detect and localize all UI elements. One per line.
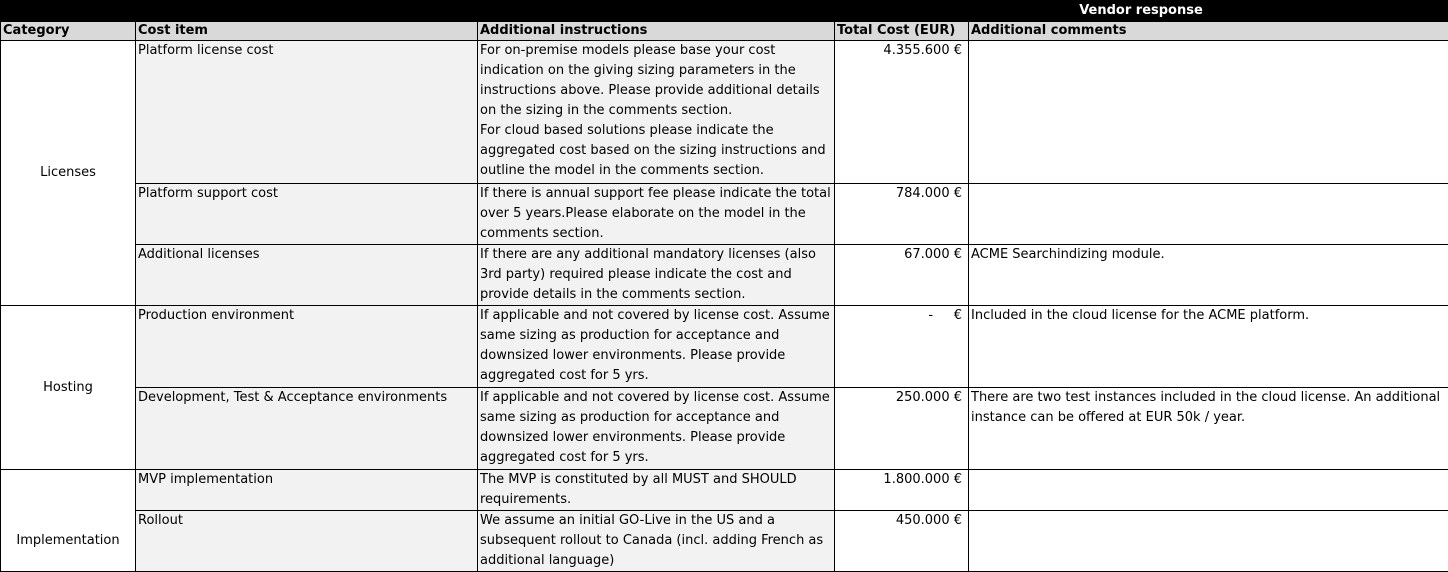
instructions-cell[interactable]: The MVP is constituted by all MUST and SHOULD requirements.: [478, 470, 835, 511]
header-category[interactable]: Category: [1, 22, 136, 41]
table-row: [1, 184, 1448, 245]
instructions-cell[interactable]: [478, 41, 835, 184]
instructions-text-2: For cloud based solutions please indicate the aggregated cost based on the sizing instructions and outline the model in the comments section.: [480, 121, 832, 181]
comment-cell[interactable]: [969, 41, 1448, 184]
instructions-text: For on-premise models please base your cost indication on the giving sizing parameters in the instructions above. Please provide additional details on the sizing in the comments section.: [480, 41, 832, 121]
total-cost-cell[interactable]: 67.000 €: [835, 245, 969, 306]
comment-cell[interactable]: There are two test instances included in the cloud license. An additional instance can be offered at EUR 50k / year.: [969, 388, 1448, 470]
table-row: [1, 511, 1448, 572]
comment-cell[interactable]: Included in the cloud license for the ACME platform.: [969, 306, 1448, 388]
header-comments[interactable]: Additional comments: [969, 22, 1448, 41]
total-cost-cell[interactable]: - €: [835, 306, 969, 388]
cost-item-cell[interactable]: Platform license cost: [136, 41, 478, 184]
instructions-cell[interactable]: If applicable and not covered by license cost. Assume same sizing as production for acceptance and downsized lower environments. Please provide aggregated cost for 5 yrs.: [478, 306, 835, 388]
category-licenses[interactable]: Licenses: [1, 41, 136, 306]
header-total-cost[interactable]: Total Cost (EUR): [835, 22, 969, 41]
table-row: [1, 41, 1448, 184]
table-row: [1, 470, 1448, 511]
cost-item-cell[interactable]: Rollout: [136, 511, 478, 572]
comment-cell[interactable]: [969, 511, 1448, 572]
header-instructions[interactable]: Additional instructions: [478, 22, 835, 41]
total-cost-cell[interactable]: 1.800.000 €: [835, 470, 969, 511]
cost-table: [0, 21, 1448, 572]
instructions-cell[interactable]: If applicable and not covered by license cost. Assume same sizing as production for acceptance and downsized lower environments. Please provide aggregated cost for 5 yrs.: [478, 388, 835, 470]
cost-item-cell[interactable]: Production environment: [136, 306, 478, 388]
total-cost-cell[interactable]: 784.000 €: [835, 184, 969, 245]
cost-item-cell[interactable]: Development, Test & Acceptance environments: [136, 388, 478, 470]
header-cost-item[interactable]: Cost item: [136, 22, 478, 41]
total-cost-cell[interactable]: 450.000 €: [835, 511, 969, 572]
table-row: [1, 245, 1448, 306]
table-row: [1, 388, 1448, 470]
comment-cell[interactable]: ACME Searchindizing module.: [969, 245, 1448, 306]
total-cost-cell[interactable]: 4.355.600 €: [835, 41, 969, 184]
instructions-cell[interactable]: We assume an initial GO-Live in the US and a subsequent rollout to Canada (incl. adding French as additional language): [478, 511, 835, 572]
comment-cell[interactable]: [969, 184, 1448, 245]
category-hosting[interactable]: Hosting: [1, 306, 136, 470]
category-implementation[interactable]: Implementation: [1, 470, 136, 572]
cost-item-cell[interactable]: MVP implementation: [136, 470, 478, 511]
total-cost-cell[interactable]: 250.000 €: [835, 388, 969, 470]
vendor-response-label: Vendor response: [1034, 0, 1248, 21]
cost-item-cell[interactable]: Platform support cost: [136, 184, 478, 245]
table-row: [1, 306, 1448, 388]
header-row: [1, 22, 1448, 41]
instructions-cell[interactable]: If there is annual support fee please indicate the total over 5 years.Please elaborate on the model in the comments section.: [478, 184, 835, 245]
cost-item-cell[interactable]: Additional licenses: [136, 245, 478, 306]
instructions-cell[interactable]: If there are any additional mandatory licenses (also 3rd party) required please indicate the cost and provide details in the comments section.: [478, 245, 835, 306]
comment-cell[interactable]: [969, 470, 1448, 511]
